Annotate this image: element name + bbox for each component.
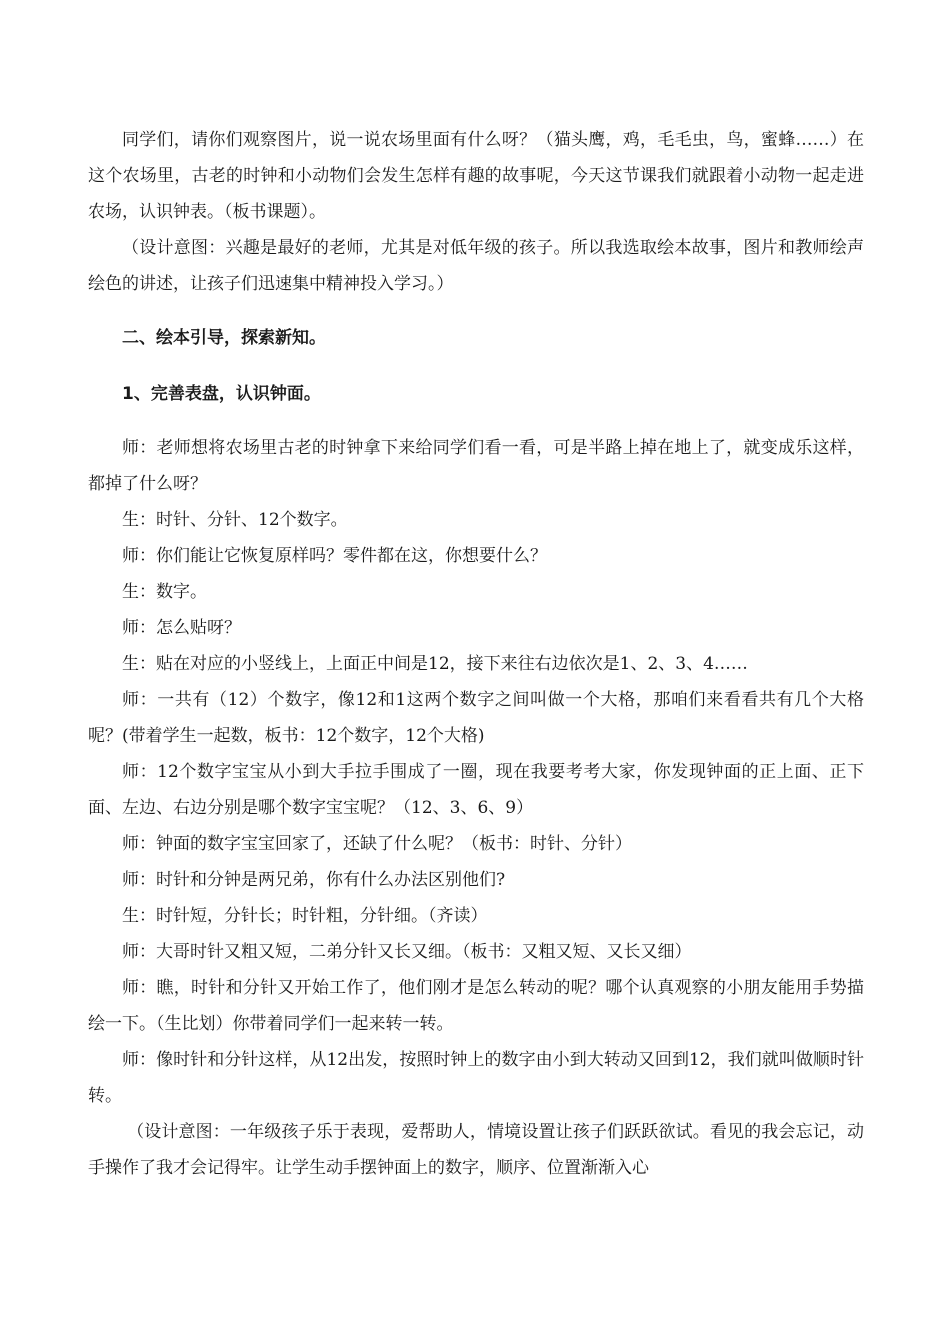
document-body	[88, 122, 864, 1186]
dialogue-line: 师：瞧，时针和分针又开始工作了，他们刚才是怎么转动的呢？哪个认真观察的小朋友能用手势描绘一下。（生比划）你带着同学们一起来转一转。	[88, 978, 864, 1034]
dialogue-line: 师：像时针和分针这样，从12出发，按照时钟上的数字由小到大转动又回到12，我们就叫做顺时针转。	[88, 1050, 864, 1106]
design-note-paragraph: （设计意图：一年级孩子乐于表现，爱帮助人，情境设置让孩子们跃跃欲试。看见的我会忘记，动手操作了我才会记得牢。让学生动手摆钟面上的数字，顺序、位置渐渐入心	[88, 1122, 864, 1178]
intro-paragraph: 同学们，请你们观察图片，说一说农场里面有什么呀？（猫头鹰，鸡，毛毛虫，鸟，蜜蜂……）在这个农场里，古老的时钟和小动物们会发生怎样有趣的故事呢，今天这节课我们就跟着小动物一起走进农场，认识钟表。（板书课题）。	[88, 130, 864, 222]
dialogue-block	[88, 430, 864, 1186]
design-note-paragraph: （设计意图：兴趣是最好的老师，尤其是对低年级的孩子。所以我选取绘本故事，图片和教师绘声绘色的讲述，让孩子们迅速集中精神投入学习。）	[88, 238, 864, 294]
dialogue-line: 师：你们能让它恢复原样吗？零件都在这，你想要什么？	[122, 546, 547, 566]
dialogue-line: 生：时针、分针、12个数字。	[122, 510, 348, 530]
dialogue-line: 师：怎么贴呀？	[122, 618, 241, 638]
dialogue-line: 师：钟面的数字宝宝回家了，还缺了什么呢？（板书：时针、分针）	[122, 834, 632, 854]
dialogue-line: 师：一共有（12）个数字，像12和1这两个数字之间叫做一个大格，那咱们来看看共有几个大格呢？(带着学生一起数，板书：12个数字，12个大格)	[88, 690, 864, 746]
section-heading: 二、绘本引导，探索新知。	[122, 328, 326, 348]
dialogue-line: 生：贴在对应的小竖线上，上面正中间是12，接下来往右边依次是1、2、3、4……	[122, 654, 748, 674]
dialogue-line: 生：数字。	[122, 582, 207, 602]
dialogue-line: 师：12个数字宝宝从小到大手拉手围成了一圈，现在我要考考大家，你发现钟面的正上面、正下面、左边、右边分别是哪个数字宝宝呢？（12、3、6、9）	[88, 762, 864, 818]
subsection-heading: 1、完善表盘，认识钟面。	[122, 384, 321, 404]
dialogue-line: 师：老师想将农场里古老的时钟拿下来给同学们看一看，可是半路上掉在地上了，就变成乐这样，都掉了什么呀？	[88, 438, 864, 494]
dialogue-line: 师：大哥时针又粗又短，二弟分针又长又细。（板书：又粗又短、又长又细）	[122, 942, 692, 962]
dialogue-line: 师：时针和分钟是两兄弟，你有什么办法区别他们?	[122, 870, 506, 890]
dialogue-line: 生：时针短，分针长；时针粗，分针细。（齐读）	[122, 906, 488, 926]
